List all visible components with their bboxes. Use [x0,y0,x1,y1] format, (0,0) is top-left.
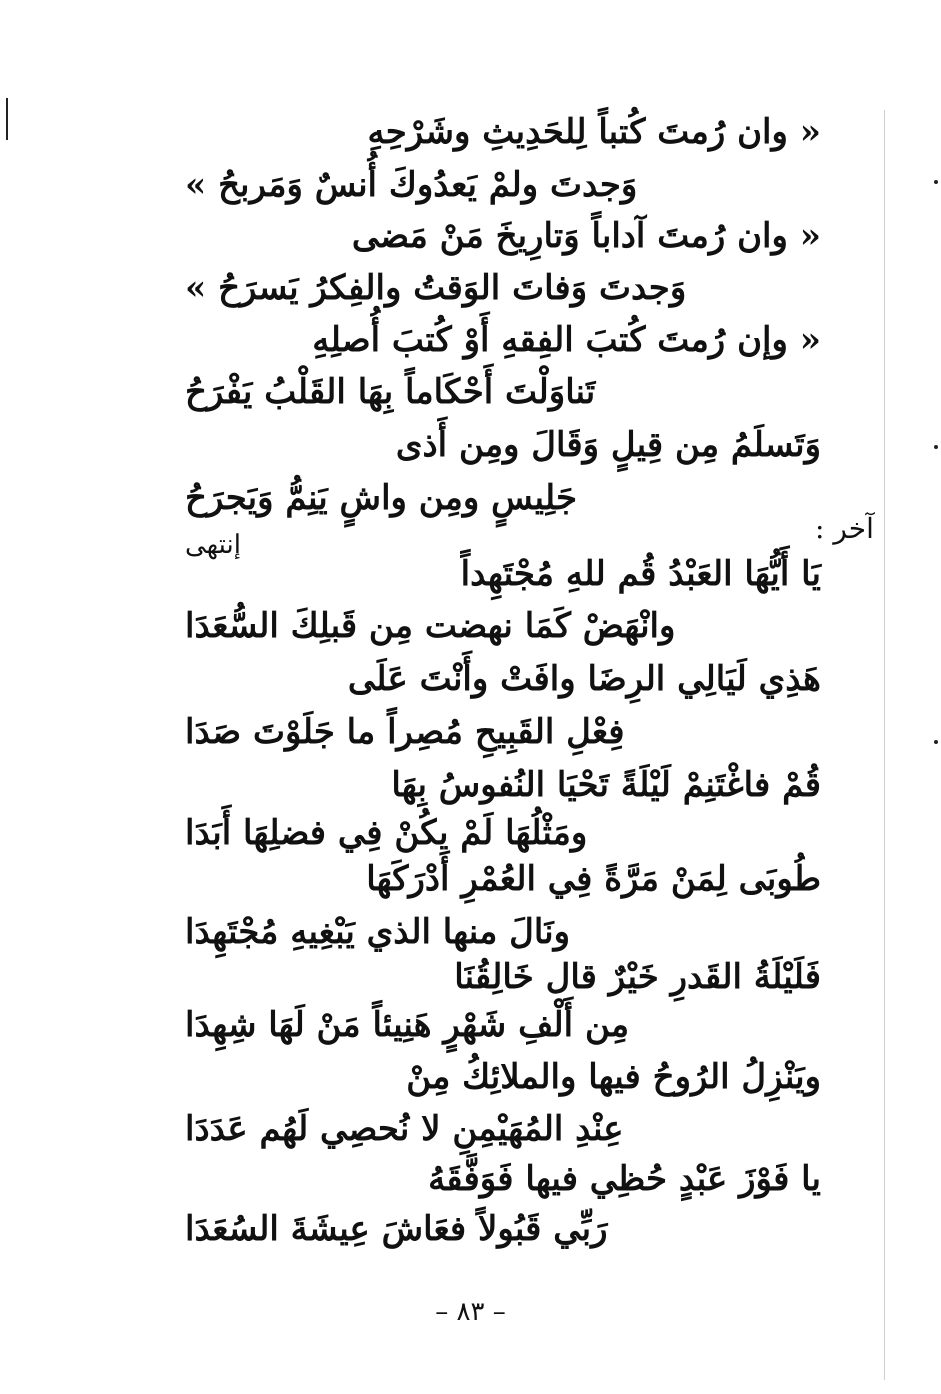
section-heading: آخر : [815,512,874,545]
poem-line: يا فَوْزَ عَبْدٍ حُظِي فيها فَوَفَّقَهُ [428,1159,821,1199]
poem-line: رَبِّي قَبُولاً فعَاشَ عِيشَةَ السُعَدَا [185,1209,608,1249]
poem-line: عِنْدِ المُهَيْمِنِ لا نُحصِي لَهُم عَدَدَا [185,1109,624,1149]
poem-line: وَجدتَ وَفاتَ الوَقتُ والفِكرُ يَسرَحُ » [185,268,687,308]
poem-line: يَا أَيُّهَا العَبْدُ قُم للهِ مُجْتَهِداً [460,554,821,594]
scan-edge-line [884,110,885,1380]
page-number: – ٨٣ – [435,1297,506,1327]
margin-dot [934,180,938,184]
margin-dot [934,445,938,449]
poem-line: قُمْ فاغْتَنِمْ لَيْلَةً تَحْيَا النُفوسُ بِهَا [391,765,821,805]
margin-dot [934,740,938,744]
poem-line: وانْهَضْ كَمَا نهضت مِن قَبلِكَ السُّعَدَا [185,606,676,646]
margin-mark [6,98,8,140]
ending-note: إنتهى [185,530,241,560]
poem-line: وَتَسلَمُ مِن قِيلٍ وَقَالَ ومِن أَذى [395,425,821,465]
poem-line: وَجدتَ ولمْ يَعدُوكَ أُنسٌ وَمَربحُ » [185,165,638,205]
poem-line: طُوبَى لِمَنْ مَرَّةً فِي العُمْرِ أَدْرَكَهَا [366,859,821,899]
poem-line: « وإن رُمتَ كُتبَ الفِقهِ أَوْ كُتبَ أُصلِهِ [312,320,821,360]
poem-line: « وان رُمتَ كُتباً لِلحَدِيثِ وشَرْحِهِ [367,112,821,152]
poem-line: « وان رُمتَ آداباً وَتارِيخَ مَنْ مَضى [351,216,821,256]
poem-line: مِن أَلْفِ شَهْرٍ هَنِيئاً مَنْ لَهَا شِهِدَا [185,1005,630,1045]
poem-line: ويَنْزِلُ الرُوحُ فيها والملائِكُ مِنْ [406,1057,821,1097]
poem-line: ومَثْلُهَا لَمْ يكُنْ فِي فضلِهَا أَبَدَا [185,813,588,853]
poem-line: هَذِي لَيَالِي الرِضَا وافَتْ وأَنْتَ عَلَى [347,659,821,699]
poem-line: تَناوَلْتَ أَحْكَاماً بِهَا القَلْبُ يَفْرَحُ [185,372,596,412]
poem-line: جَلِيسٍ ومِن واشٍ يَنِمُّ وَيَجرَحُ [185,478,577,518]
poem-line: فِعْلِ القَبِيحِ مُصِراً ما جَلَوْتَ صَدَا [185,712,625,752]
poem-line: ونَالَ منها الذي يَبْغِيهِ مُجْتَهِدَا [185,912,571,952]
poem-line: فَلَيْلَةُ القَدرِ خَيْرٌ قال خَالِقُنَا [454,957,821,997]
